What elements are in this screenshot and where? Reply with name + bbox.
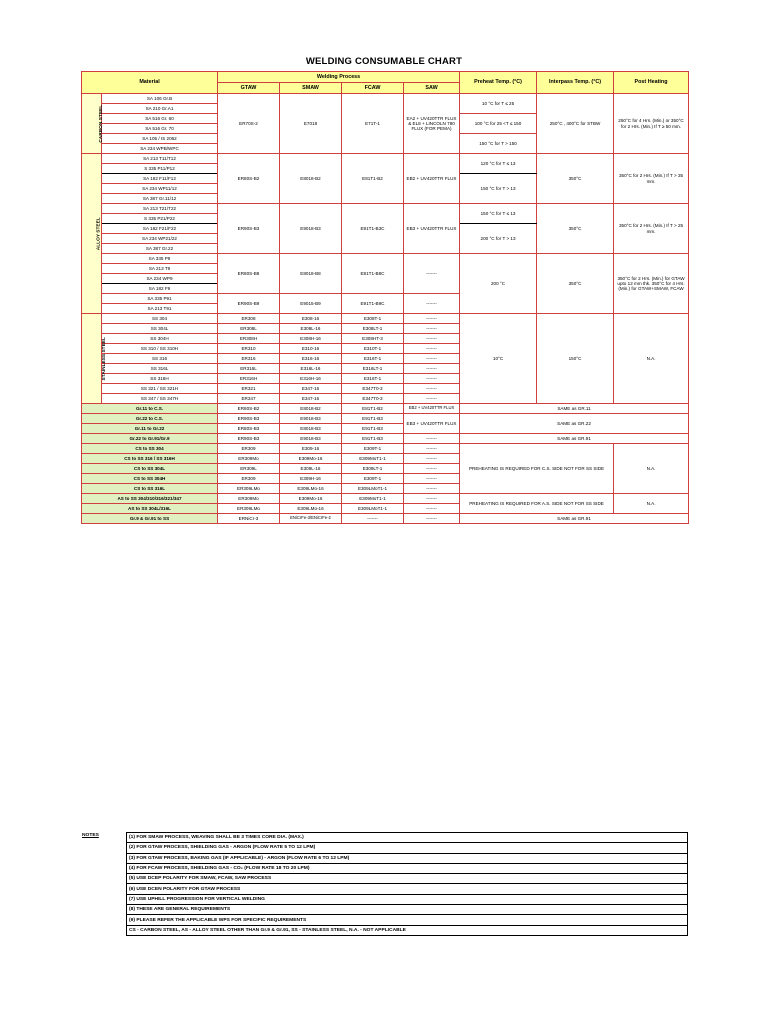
material-cell: AS to SS 304L/316L [82,504,218,514]
material-cell: AS to SS 304/310/316/321/347 [82,494,218,504]
fcaw-cell: E309LT-1 [342,464,404,474]
fcaw-cell: E81T1-B8C [342,254,404,294]
gtaw-cell: ER80S-B3 [218,424,280,434]
fcaw-cell: E316LT-1 [342,364,404,374]
header-preheat: Preheat Temp. (°C) [460,72,537,94]
group-carbon-steel: CARBON STEEL [82,94,102,154]
fcaw-cell: E308LT-1 [342,324,404,334]
fcaw-cell: E308T-1 [342,314,404,324]
saw-cell: ------- [404,454,460,464]
fcaw-cell: E309T-1 [342,444,404,454]
material-cell: SS 316H [102,374,218,384]
saw-cell: ------- [404,254,460,294]
smaw-cell: E309LMo-16 [280,504,342,514]
material-cell: SS 316L [102,364,218,374]
material-cell: SA 234 WP11/12 [102,184,218,194]
gtaw-cell: ER90S-B3 [218,414,280,424]
gtaw-cell: ER308 [218,314,280,324]
material-cell: SA 516 Gr. 70 [102,124,218,134]
smaw-cell: E8018-B2 [280,404,342,414]
gtaw-cell: ER309Mo [218,454,280,464]
fcaw-cell: E316T-1 [342,374,404,384]
material-cell: SA 182 F9 [102,284,218,294]
material-cell: SA 213 T9 [102,264,218,274]
material-cell: SA 335 P91 [102,294,218,304]
fcaw-cell: E81T1-B2 [342,154,404,204]
smaw-cell: E316L-16 [280,364,342,374]
saw-cell: ------- [404,434,460,444]
smaw-cell: E8018-B2 [280,154,342,204]
smaw-cell: E9018-B3 [280,204,342,254]
preheat-cell: 150 °C for T > 13 [460,174,537,204]
saw-cell: EB3 + UV420TTR FLUX [404,414,460,434]
material-cell: SA 387 Gr.22 [102,244,218,254]
fcaw-cell: E309MoT1-1 [342,494,404,504]
saw-cell: ------- [404,394,460,404]
material-cell: SA 106 Gr.B [102,94,218,104]
fcaw-cell: E91T1-B3C [342,204,404,254]
material-cell: CS to SS 316L [82,484,218,494]
header-welding-process: Welding Process [218,72,460,83]
post-heating-cell: N.A. [614,494,689,514]
same-as-cell: SAME as GR.91 [460,514,689,524]
post-heating-cell: 350°C for 2 Hrs. (Min.) If T > 25 mm. [614,204,689,254]
gtaw-cell: ER90S-B3 [218,204,280,254]
material-cell: SA 182 F21/F22 [102,224,218,234]
preheat-cell: 150 °C for T ≤ 13 [460,204,537,224]
header-smaw: SMAW [280,83,342,94]
material-cell: SS 316 [102,354,218,364]
same-as-cell: SAME as GR.11 [460,404,689,414]
welding-consumable-table [81,71,689,524]
material-cell: SS 347 / SS 347H [102,394,218,404]
smaw-cell: E347-16 [280,384,342,394]
saw-cell: ------- [404,514,460,524]
notes-label: NOTES [82,832,99,838]
material-cell: Gr.11 to C.S. [82,404,218,414]
fcaw-cell: E91T1-B3 [342,414,404,424]
fcaw-cell: E91T1-B3 [342,424,404,434]
smaw-cell: E8018-B3 [280,424,342,434]
material-cell: Gr.22 to Gr.91/Gr.9 [82,434,218,444]
gtaw-cell: ER80S-B2 [218,404,280,414]
smaw-cell: E7018 [280,94,342,154]
saw-cell: ------- [404,504,460,514]
note-item: (8) THESE ARE GENERAL REQUIREMENTS [127,905,688,915]
fcaw-cell: E347T0-3 [342,384,404,394]
saw-cell: ------- [404,334,460,344]
note-item: CS - CARBON STEEL, AS - ALLOY STEEL OTHER THAN Gr.9 & Gr.91, SS - STAINLESS STEEL, N.A. - NOT APPLICABLE [127,925,688,935]
preheat-cell: 200 °C [460,254,537,314]
smaw-cell: E347-16 [280,394,342,404]
material-cell: CS to SS 304 [82,444,218,454]
header-fcaw: FCAW [342,83,404,94]
gtaw-cell: ER347 [218,394,280,404]
note-item: (7) USE UPHILL PROGRESSION FOR VERTICAL WELDING [127,894,688,904]
smaw-cell: E309L-16 [280,464,342,474]
saw-cell: EA2 + UV420TTR FLUX & EL8 + LINCOLN 780 FLUX (FOR PEMA) [404,94,460,154]
saw-cell: ------- [404,464,460,474]
smaw-cell: E310-16 [280,344,342,354]
header-interpass: Interpass Temp. (°C) [537,72,614,94]
note-item: (3) FOR GTAW PROCESS, BAKING GAS (IF APPLICABLE) - ARGON (FLOW RATE 6 TO 12 LPM) [127,853,688,863]
smaw-cell: E309Mo-16 [280,454,342,464]
fcaw-cell: E71T-1 [342,94,404,154]
gtaw-cell: ER316L [218,364,280,374]
gtaw-cell: ER90S-B9 [218,294,280,314]
interpass-cell: 350°C [537,154,614,204]
header-gtaw: GTAW [218,83,280,94]
smaw-cell: ENiCrFe-3/ENiCrFe-2 [280,514,342,524]
gtaw-cell: ER309L [218,464,280,474]
saw-cell: ------- [404,444,460,454]
saw-cell: ------- [404,294,460,314]
gtaw-cell: ER309 [218,474,280,484]
saw-cell: ------- [404,364,460,374]
fcaw-cell: E310T-1 [342,344,404,354]
fcaw-cell: E91T1-B3 [342,434,404,444]
preheat-cell: 10 °C for T ≤ 25 [460,94,537,114]
saw-cell: ------- [404,354,460,364]
material-cell: SS 304H [102,334,218,344]
fcaw-cell: E81T1-B2 [342,404,404,414]
gtaw-cell: ER70S-2 [218,94,280,154]
fcaw-cell: E309LMoT1-1 [342,504,404,514]
material-cell: SA 335 P9 [102,254,218,264]
material-cell: Gr.11 to Gr.22 [82,424,218,434]
note-item: (5) USE DCEP POLARITY FOR SMAW, FCAW, SAW PROCESS [127,874,688,884]
material-cell: Gr.9 & Gr.91 to SS [82,514,218,524]
preheat-cell: 120 °C for T ≤ 13 [460,154,537,174]
smaw-cell: E308H-16 [280,334,342,344]
post-heating-cell: 350°C for 2 Hrs. (Min.) for GTAW upto 12 mm thk. 350°C for 4 Hrs. (Min.) for GTAW+SMAW, FCAW [614,254,689,314]
preheat-cell: 200 °C for T > 13 [460,224,537,254]
interpass-cell: 250°C , 400°C for STBW [537,94,614,154]
material-cell: S 335 P21/P22 [102,214,218,224]
same-as-cell: SAME as GR.22 [460,414,689,434]
chart-title: WELDING CONSUMABLE CHART [305,56,463,67]
note-item: (1) FOR SMAW PROCESS, WEAVING SHALL BE 3 TIMES CORE DIA. (MAX.) [127,833,688,843]
smaw-cell: E8018-B8 [280,254,342,294]
material-cell: SA 234 WP9 [102,274,218,284]
gtaw-cell: ER80S-B8 [218,254,280,294]
preheat-cell: 10°C [460,314,537,404]
interpass-cell: 350°C [537,254,614,314]
fcaw-cell: E91T1-B9C [342,294,404,314]
preheat-note-as-ss: PREHEATING IS REQUIRED FOR A.S. SIDE NOT FOR SS SIDE [460,494,614,514]
material-cell: CS to SS 316 / SS 316H [82,454,218,464]
group-alloy-steel: ALLOY STEEL [82,154,102,314]
post-heating-cell: 350°C for 2 Hrs. (Min.) If T > 35 mm. [614,154,689,204]
group-stainless-steel: STAINLESS STEEL [82,314,102,404]
gtaw-cell: ER308H [218,334,280,344]
note-item: (4) FOR FCAW PROCESS, SHIELDING GAS - CO₂ (FLOW RATE 18 TO 20 LPM) [127,863,688,873]
material-cell: SA 516 Gr. 60 [102,114,218,124]
saw-cell: ------- [404,484,460,494]
gtaw-cell: ER310 [218,344,280,354]
fcaw-cell: E309LMoT1-1 [342,484,404,494]
gtaw-cell: ER309Mo [218,494,280,504]
material-cell: SA 182 F11/F12 [102,174,218,184]
preheat-note-cs-ss: PREHEATING IS REQUIRED FOR C.S. SIDE NOT FOR SS SIDE [460,444,614,494]
post-heating-cell: 250°C for 4 Hrs. (Min.) or 350°C for 2 Hrs. (Min.) If T ≥ 50 mm. [614,94,689,154]
material-cell: SA 105 / IS 2062 [102,134,218,144]
material-cell: SA 213 T21/T22 [102,204,218,214]
post-heating-cell: N.A. [614,444,689,494]
material-cell: S 335 P11/P12 [102,164,218,174]
material-cell: CS to SS 304L [82,464,218,474]
fcaw-cell: ------- [342,514,404,524]
saw-cell: EB2 + UV420TTR FLUX [404,154,460,204]
notes-table [80,832,688,936]
note-item: (9) PLEASE REFER THE APPLICABLE WPS FOR SPECIFIC REQUIREMENTS [127,915,688,925]
fcaw-cell: E308HT-3 [342,334,404,344]
saw-cell: ------- [404,344,460,354]
smaw-cell: E308-16 [280,314,342,324]
saw-cell: EB3 + UV420TTR FLUX [404,204,460,254]
material-cell: SA 387 Gr.11/12 [102,194,218,204]
gtaw-cell: ER80S-B2 [218,154,280,204]
material-cell: SA 234 WPB/WPC [102,144,218,154]
smaw-cell: E316H-16 [280,374,342,384]
saw-cell: EB2 + UV420TTR FLUX [404,404,460,414]
gtaw-cell: ER308L [218,324,280,334]
smaw-cell: E9018-B3 [280,434,342,444]
saw-cell: ------- [404,494,460,504]
saw-cell: ------- [404,384,460,394]
interpass-cell: 150°C [537,314,614,404]
gtaw-cell: ER309LMo [218,484,280,494]
smaw-cell: E9018-B3 [280,414,342,424]
saw-cell: ------- [404,374,460,384]
interpass-cell: 350°C [537,204,614,254]
gtaw-cell: ER316H [218,374,280,384]
same-as-cell: SAME as GR.91 [460,434,689,444]
material-cell: Gr.22 to C.S. [82,414,218,424]
header-post-heating: Post Heating [614,72,689,94]
note-item: (6) USE DCEN POLARITY FOR GTAW PROCESS [127,884,688,894]
smaw-cell: E316-16 [280,354,342,364]
fcaw-cell: E347T0-3 [342,394,404,404]
smaw-cell: E309Mo-16 [280,494,342,504]
saw-cell: ------- [404,324,460,334]
saw-cell: ------- [404,314,460,324]
gtaw-cell: ER316 [218,354,280,364]
saw-cell: ------- [404,474,460,484]
material-cell: SS 304 [102,314,218,324]
fcaw-cell: E309T-1 [342,474,404,484]
smaw-cell: E309-16 [280,444,342,454]
gtaw-cell: ER90S-B3 [218,434,280,444]
material-cell: SS 304L [102,324,218,334]
smaw-cell: E9015-B9 [280,294,342,314]
note-item: (2) FOR GTAW PROCESS, SHIELDING GAS - ARGON (FLOW RATE 5 TO 12 LPM) [127,843,688,853]
material-cell: SA 213 T11/T12 [102,154,218,164]
gtaw-cell: ER309LMo [218,504,280,514]
fcaw-cell: E309MoT1-1 [342,454,404,464]
material-cell: SS 310 / SS 310H [102,344,218,354]
material-cell: SA 234 WP21/22 [102,234,218,244]
smaw-cell: E309LMo-16 [280,484,342,494]
smaw-cell: E309H-16 [280,474,342,484]
gtaw-cell: ER309 [218,444,280,454]
gtaw-cell: ER321 [218,384,280,394]
smaw-cell: E308L-16 [280,324,342,334]
fcaw-cell: E316T-1 [342,354,404,364]
material-cell: CS to SS 304H [82,474,218,484]
material-cell: SS 321 / SS 321H [102,384,218,394]
header-material: Material [82,72,218,94]
preheat-cell: 100 °C for 25 <T ≤ 150 [460,114,537,134]
header-saw: SAW [404,83,460,94]
post-heating-cell: N.A. [614,314,689,404]
gtaw-cell: ERNiCr-3 [218,514,280,524]
material-cell: SA 213 T91 [102,304,218,314]
material-cell: SA 210 Gr.A1 [102,104,218,114]
preheat-cell: 150 °C for T > 150 [460,134,537,154]
